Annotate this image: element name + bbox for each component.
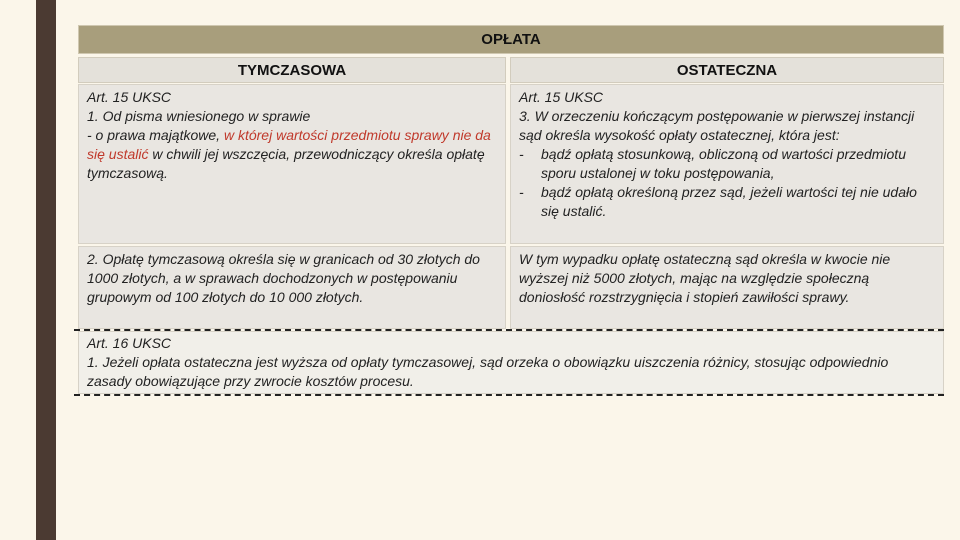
column-header-ostateczna: OSTATECZNA: [510, 57, 944, 83]
paragraph-text: 2. Opłatę tymczasową określa się w granicach od 30 złotych do 1000 złotych, a w sprawach dochodzonych w postępowaniu grupowym od 100 złotych do 10 000 złotych.: [87, 251, 480, 305]
dashed-divider-top: [74, 329, 944, 331]
list-item: [519, 145, 937, 183]
paragraph-text: [87, 126, 499, 183]
text-part: w chwili jej wszczęcia, przewodniczący określa opłatę tymczasową.: [87, 146, 485, 181]
cell-ostateczna-art15: [510, 84, 944, 244]
cell-ostateczna-limits: [510, 246, 944, 329]
list-item: [519, 183, 937, 221]
paragraph-text: W tym wypadku opłatę ostateczną sąd określa w kwocie nie wyższej niż 5000 złotych, mając na względzie społeczną doniosłość rozstrzygnięcia i stopień zawiłości sprawy.: [519, 251, 891, 305]
article-ref: Art. 15 UKSC: [87, 89, 172, 105]
list-item-text: bądź opłatą określoną przez sąd, jeżeli wartości tej nie udało się ustalić.: [541, 184, 917, 219]
dash-bullet: -: [519, 146, 524, 162]
dashed-divider-bottom: [74, 394, 944, 396]
highlighted-text: w której wartości przedmiotu sprawy nie da się ustalić: [87, 127, 491, 162]
article-ref: Art. 15 UKSC: [519, 89, 604, 105]
list-item-text: bądź opłatą stosunkową, obliczoną od wartości przedmiotu sporu ustalonej w toku postępowania,: [541, 146, 906, 181]
paragraph-text: 1. Od pisma wniesionego w sprawie: [87, 108, 311, 124]
paragraph-text: 3. W orzeczeniu kończącym postępowanie w pierwszej instancji sąd określa wysokość opłaty ostatecznej, która jest:: [519, 108, 915, 143]
cell-tymczasowa-art15: [78, 84, 506, 244]
cell-art16: [78, 331, 944, 394]
column-header-tymczasowa: TYMCZASOWA: [78, 57, 506, 83]
paragraph-text: 1. Jeżeli opłata ostateczna jest wyższa od opłaty tymczasowej, sąd orzeka o obowiązku uiszczenia różnicy, stosując odpowiednio zasady obowiązujące przy zwrocie kosztów procesu.: [87, 354, 889, 389]
cell-tymczasowa-limits: [78, 246, 506, 329]
article-ref: Art. 16 UKSC: [87, 335, 172, 351]
text-part: - o prawa majątkowe,: [87, 127, 224, 143]
left-accent-bar: [36, 0, 56, 540]
dash-bullet: -: [519, 184, 524, 200]
table-title: OPŁATA: [78, 25, 944, 54]
